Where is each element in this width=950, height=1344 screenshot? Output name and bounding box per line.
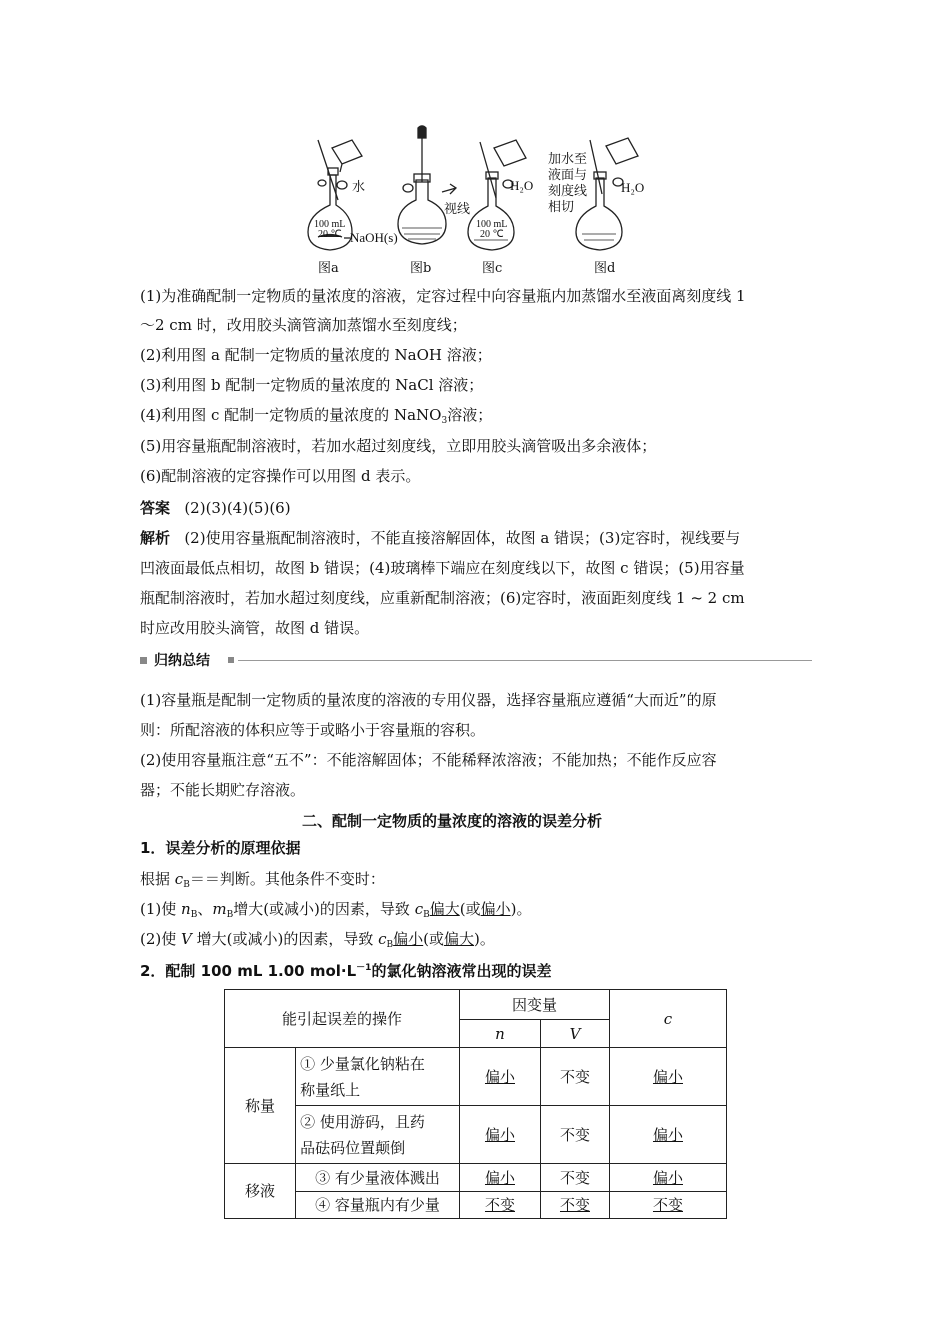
summary-header	[140, 652, 812, 670]
fig-label-c: 图c	[482, 261, 503, 276]
summary-bullet-icon	[140, 657, 147, 664]
table-row	[225, 1048, 727, 1106]
subsection-1: 1．误差分析的原理依据	[140, 839, 301, 857]
th-c: c	[610, 990, 727, 1048]
v-cell: 不变	[541, 1192, 610, 1219]
v-cell: 不变	[541, 1106, 610, 1164]
summary-title: 归纳总结	[154, 653, 210, 669]
item-1: (1)为准确配制一定物质的量浓度的溶液，定容过程中向容量瓶内加蒸馏水至液面离刻度线 1	[140, 287, 746, 305]
n-cell: 偏小	[460, 1048, 541, 1106]
summary-line-4: 器；不能长期贮存溶液。	[140, 781, 306, 799]
c-cell: 偏小	[610, 1106, 727, 1164]
c-cell: 不变	[610, 1192, 727, 1219]
summary-line-1: (1)容量瓶是配制一定物质的量浓度的溶液的专用仪器，选择容量瓶应遵循“大而近”的原	[140, 691, 717, 709]
svg-text:100 mL: 100 mL	[476, 219, 508, 230]
op-cell: ② 使用游码，且药 品砝码位置颠倒	[296, 1106, 460, 1164]
op-cell: ① 少量氯化钠粘在 称量纸上	[296, 1048, 460, 1106]
table-row	[225, 1106, 727, 1164]
item-5: (5)用容量瓶配制溶液时，若加水超过刻度线，立即用胶头滴管吸出多余液体；	[140, 437, 657, 455]
item-1-cont: ～2 cm 时，改用胶头滴管滴加蒸馏水至刻度线；	[140, 316, 467, 334]
fig-label-b: 图b	[410, 261, 432, 276]
n-cell: 不变	[460, 1192, 541, 1219]
th-n: n	[460, 1020, 541, 1048]
svg-text:20 ℃: 20 ℃	[318, 229, 342, 240]
table-row	[225, 1164, 727, 1192]
item-6: (6)配制溶液的定容操作可以用图 d 表示。	[140, 467, 421, 485]
principle-1: (1)使 $n_B$、$m_B$增大(或减小)的因素，导致 $c_B$偏大(或偏小)。	[140, 900, 532, 920]
fig-label-water: 水	[352, 180, 366, 195]
svg-text:100 mL: 100 mL	[314, 219, 346, 230]
table-row	[225, 1192, 727, 1219]
v-cell: 不变	[541, 1164, 610, 1192]
fig-label-h2o-c: H₂O	[510, 178, 534, 193]
item-2: (2)利用图 a 配制一定物质的量浓度的 NaOH 溶液；	[140, 346, 492, 364]
subsection-2: 2．配制 100 mL 1.00 $mol\cdot L^{-1}$的氯化钠溶液常出现的误差	[140, 962, 552, 980]
th-dependent: 因变量	[460, 990, 610, 1020]
group-weigh: 称量	[225, 1048, 296, 1164]
basis-line: 根据 $c_B==$判断。其他条件不变时：	[140, 870, 385, 890]
v-cell: 不变	[541, 1048, 610, 1106]
op-cell: ④ 容量瓶内有少量	[296, 1192, 460, 1219]
fig-label-d: 图d	[594, 261, 616, 276]
summary-line-3: (2)使用容量瓶注意“五不”：不能溶解固体；不能稀释浓溶液；不能加热；不能作反应容	[140, 751, 717, 769]
answer: 答案 (2)(3)(4)(5)(6)	[140, 499, 291, 517]
apparatus-figure	[300, 120, 660, 280]
summary-line-2: 则：所配溶液的体积应等于或略小于容量瓶的容积。	[140, 721, 486, 739]
fig-label-h2o-d: H₂O	[621, 180, 645, 195]
summary-divider	[238, 660, 812, 661]
n-cell: 偏小	[460, 1106, 541, 1164]
principle-2: (2)使 V 增大(或减小)的因素，导致 $c_B$偏小(或偏大)。	[140, 930, 495, 950]
svg-text:20 ℃: 20 ℃	[480, 229, 504, 240]
analysis-line-1: 解析 (2)使用容量瓶配制溶液时，不能直接溶解固体，故图 a 错误；(3)定容时，视线要与	[140, 529, 741, 547]
c-cell: 偏小	[610, 1164, 727, 1192]
n-cell: 偏小	[460, 1164, 541, 1192]
item-3: (3)利用图 b 配制一定物质的量浓度的 NaCl 溶液；	[140, 376, 484, 394]
analysis-line-3: 瓶配制溶液时，若加水超过刻度线，应重新配制溶液；(6)定容时，液面距刻度线 1 ~ 2 cm	[140, 589, 745, 607]
summary-bullet-icon-2	[228, 657, 234, 663]
item-4: (4)利用图 c 配制一定物质的量浓度的 NaNO$_3$溶液；	[140, 406, 493, 426]
op-cell: ③ 有少量液体溅出	[296, 1164, 460, 1192]
fig-label-sight: 视线	[444, 202, 471, 217]
fig-label-add-water: 加水至 液面与 刻度线 相切	[548, 152, 588, 215]
analysis-line-4: 时应改用胶头滴管，故图 d 错误。	[140, 619, 370, 637]
th-v: V	[541, 1020, 610, 1048]
th-operation: 能引起误差的操作	[225, 990, 460, 1048]
section-title: 二、配制一定物质的量浓度的溶液的误差分析	[302, 812, 603, 830]
error-table	[224, 989, 727, 1219]
group-transfer: 移液	[225, 1164, 296, 1219]
analysis-line-2: 凹液面最低点相切，故图 b 错误；(4)玻璃棒下端应在刻度线以下，故图 c 错误；(5)用容量	[140, 559, 745, 577]
fig-label-a: 图a	[318, 261, 339, 276]
fig-label-naoh: NaOH(s)	[350, 230, 398, 245]
c-cell: 偏小	[610, 1048, 727, 1106]
